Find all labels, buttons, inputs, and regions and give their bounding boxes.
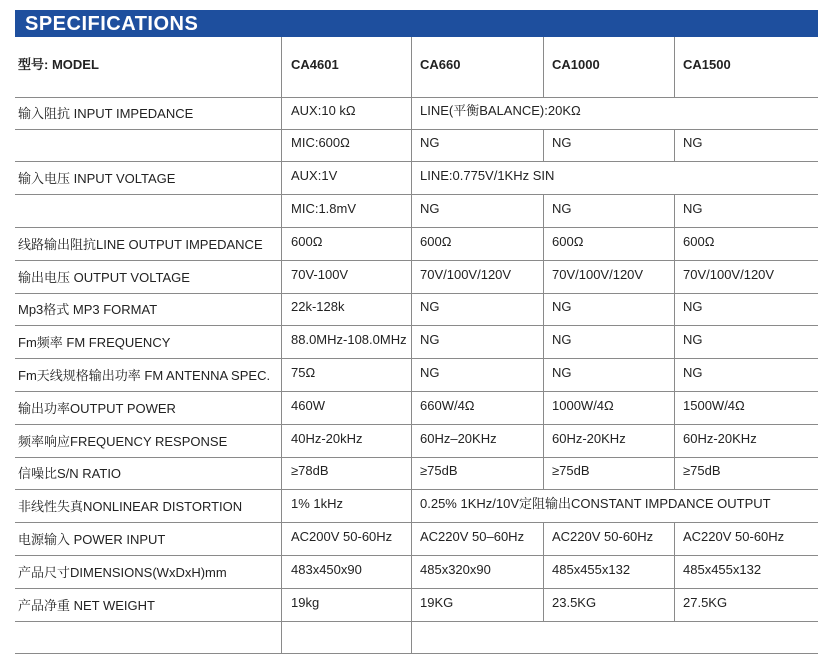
table-row (15, 555, 818, 589)
column-divider (411, 424, 412, 457)
spec-value: NG (552, 299, 572, 314)
column-divider (674, 325, 675, 358)
spec-value: CA660 (420, 57, 461, 72)
spec-value: AUX:1V (291, 168, 338, 183)
spec-value: NG (420, 365, 440, 380)
spec-value: NG (552, 332, 572, 347)
spec-value: 70V/100V/120V (420, 267, 512, 282)
row-label-text: Mp3格式 MP3 FORMAT (18, 302, 158, 317)
spec-value: ≥78dB (291, 463, 329, 478)
spec-value: 19KG (420, 595, 454, 610)
row-label-text: 输入电压 INPUT VOLTAGE (18, 171, 176, 186)
spec-value: NG (552, 135, 572, 150)
column-divider (543, 358, 544, 391)
spec-value: 70V/100V/120V (683, 267, 775, 282)
spec-value: ≥75dB (683, 463, 721, 478)
spec-value: 60Hz-20KHz (552, 431, 626, 446)
spec-value: AUX:10 kΩ (291, 103, 356, 118)
column-divider (281, 194, 282, 227)
column-divider (281, 391, 282, 424)
column-divider (543, 424, 544, 457)
row-label-text: 输入阻抗 INPUT IMPEDANCE (18, 106, 194, 121)
column-divider (543, 260, 544, 293)
column-divider (281, 522, 282, 555)
spec-value: 483x450x90 (291, 562, 362, 577)
column-divider (411, 37, 412, 97)
column-divider (674, 555, 675, 588)
row-label-text: 非线性失真NONLINEAR DISTORTION (18, 499, 243, 514)
spec-value: LINE(平衡BALANCE):20KΩ (420, 103, 581, 118)
spec-value: AC220V 50–60Hz (420, 529, 525, 544)
column-divider (674, 293, 675, 325)
spec-value: NG (420, 299, 440, 314)
row-label-text: 信噪比S/N RATIO (18, 466, 122, 481)
column-divider (281, 555, 282, 588)
column-divider (411, 194, 412, 227)
spec-value: MIC:1.8mV (291, 201, 357, 216)
column-divider (411, 358, 412, 391)
column-divider (411, 97, 412, 129)
column-divider (281, 161, 282, 194)
column-divider (674, 424, 675, 457)
table-row (15, 293, 818, 326)
row-label-text: 线路输出阻抗LINE OUTPUT IMPEDANCE (18, 237, 263, 252)
column-divider (281, 97, 282, 129)
column-divider (411, 293, 412, 325)
row-label-text: 产品净重 NET WEIGHT (18, 598, 155, 613)
column-divider (543, 325, 544, 358)
column-divider (411, 325, 412, 358)
spec-value: NG (683, 299, 703, 314)
spec-value: ≥75dB (552, 463, 590, 478)
row-label-text: 电源输入 POWER INPUT (18, 532, 166, 547)
column-divider (411, 457, 412, 489)
spec-value: AC200V 50-60Hz (291, 529, 393, 544)
column-divider (411, 621, 412, 653)
table-row (15, 194, 818, 228)
spec-value: AC220V 50-60Hz (552, 529, 654, 544)
spec-value: 40Hz-20kHz (291, 431, 363, 446)
column-divider (543, 522, 544, 555)
spec-value: NG (552, 201, 572, 216)
spec-value: 600Ω (683, 234, 715, 249)
spec-value: 70V/100V/120V (552, 267, 644, 282)
spec-value: 23.5KG (552, 595, 597, 610)
spec-value: 75Ω (291, 365, 316, 380)
specifications-header (15, 10, 818, 37)
table-row (15, 129, 818, 162)
spec-value: 1% 1kHz (291, 496, 344, 511)
row-label-text: 输出功率OUTPUT POWER (18, 401, 176, 416)
column-divider (281, 457, 282, 489)
column-divider (543, 588, 544, 621)
column-divider (281, 260, 282, 293)
column-divider (281, 358, 282, 391)
table-row (15, 325, 818, 359)
column-divider (674, 588, 675, 621)
column-divider (281, 325, 282, 358)
row-label-text: Fm频率 FM FREQUENCY (18, 335, 171, 350)
spec-value: 88.0MHz-108.0MHz (291, 332, 407, 347)
column-divider (674, 129, 675, 161)
table-row (15, 424, 818, 458)
column-divider (411, 129, 412, 161)
column-divider (411, 391, 412, 424)
spec-value: 600Ω (552, 234, 584, 249)
spec-value: NG (420, 135, 440, 150)
column-divider (281, 489, 282, 522)
column-divider (411, 555, 412, 588)
page-title: SPECIFICATIONS (25, 13, 199, 35)
table-row (15, 37, 818, 98)
spec-value: NG (420, 201, 440, 216)
table-row (15, 489, 818, 523)
column-divider (543, 293, 544, 325)
spec-value: 600Ω (420, 234, 452, 249)
spec-value: 660W/4Ω (420, 398, 475, 413)
column-divider (281, 424, 282, 457)
spec-value: 0.25% 1KHz/10V定阻输出CONSTANT IMPDANCE OUTPUT (420, 496, 771, 511)
column-divider (543, 194, 544, 227)
column-divider (674, 227, 675, 260)
column-divider (543, 555, 544, 588)
row-label-text: Fm天线规格输出功率 FM ANTENNA SPEC. (18, 368, 271, 383)
spec-value: NG (420, 332, 440, 347)
column-divider (281, 37, 282, 97)
column-divider (411, 161, 412, 194)
column-divider (281, 621, 282, 653)
row-label-text: 产品尺寸DIMENSIONS(WxDxH)mm (18, 565, 227, 580)
spec-value: CA4601 (291, 57, 339, 72)
spec-value: NG (552, 365, 572, 380)
column-divider (674, 391, 675, 424)
table-row (15, 457, 818, 490)
column-divider (674, 522, 675, 555)
column-divider (674, 457, 675, 489)
spec-value: 60Hz-20KHz (683, 431, 757, 446)
column-divider (543, 129, 544, 161)
table-row (15, 391, 818, 425)
column-divider (543, 227, 544, 260)
column-divider (411, 522, 412, 555)
column-divider (281, 293, 282, 325)
spec-value: 19kg (291, 595, 320, 610)
spec-value: 1500W/4Ω (683, 398, 745, 413)
spec-value: NG (683, 201, 703, 216)
column-divider (543, 37, 544, 97)
column-divider (543, 391, 544, 424)
column-divider (411, 588, 412, 621)
spec-value: 1000W/4Ω (552, 398, 614, 413)
column-divider (543, 457, 544, 489)
table-row (15, 522, 818, 556)
spec-value: 60Hz–20KHz (420, 431, 497, 446)
table-row (15, 588, 818, 622)
column-divider (281, 588, 282, 621)
spec-value: 27.5KG (683, 595, 728, 610)
spec-value: 22k-128k (291, 299, 345, 314)
spec-value: ≥75dB (420, 463, 458, 478)
spec-value: 70V-100V (291, 267, 349, 282)
row-label-text: 频率响应FREQUENCY RESPONSE (18, 434, 228, 449)
spec-value: MIC:600Ω (291, 135, 350, 150)
column-divider (674, 260, 675, 293)
spec-value: 485x320x90 (420, 562, 491, 577)
table-row (15, 621, 818, 654)
spec-value: 485x455x132 (683, 562, 762, 577)
column-divider (674, 194, 675, 227)
column-divider (411, 260, 412, 293)
spec-value: CA1000 (552, 57, 600, 72)
table-row (15, 358, 818, 392)
spec-value: NG (683, 135, 703, 150)
table-row (15, 97, 818, 130)
spec-value: AC220V 50-60Hz (683, 529, 785, 544)
spec-value: 485x455x132 (552, 562, 631, 577)
row-label-text: 输出电压 OUTPUT VOLTAGE (18, 270, 190, 285)
column-divider (411, 489, 412, 522)
table-row (15, 260, 818, 294)
spec-value: 600Ω (291, 234, 323, 249)
column-divider (281, 129, 282, 161)
column-divider (281, 227, 282, 260)
column-divider (674, 37, 675, 97)
spec-value: CA1500 (683, 57, 731, 72)
spec-value: LINE:0.775V/1KHz SIN (420, 168, 555, 183)
spec-value: NG (683, 332, 703, 347)
spec-value: NG (683, 365, 703, 380)
column-divider (411, 227, 412, 260)
column-divider (674, 358, 675, 391)
table-row (15, 227, 818, 261)
spec-value: 460W (291, 398, 325, 413)
table-row (15, 161, 818, 195)
row-label-text: 型号: MODEL (18, 57, 99, 72)
